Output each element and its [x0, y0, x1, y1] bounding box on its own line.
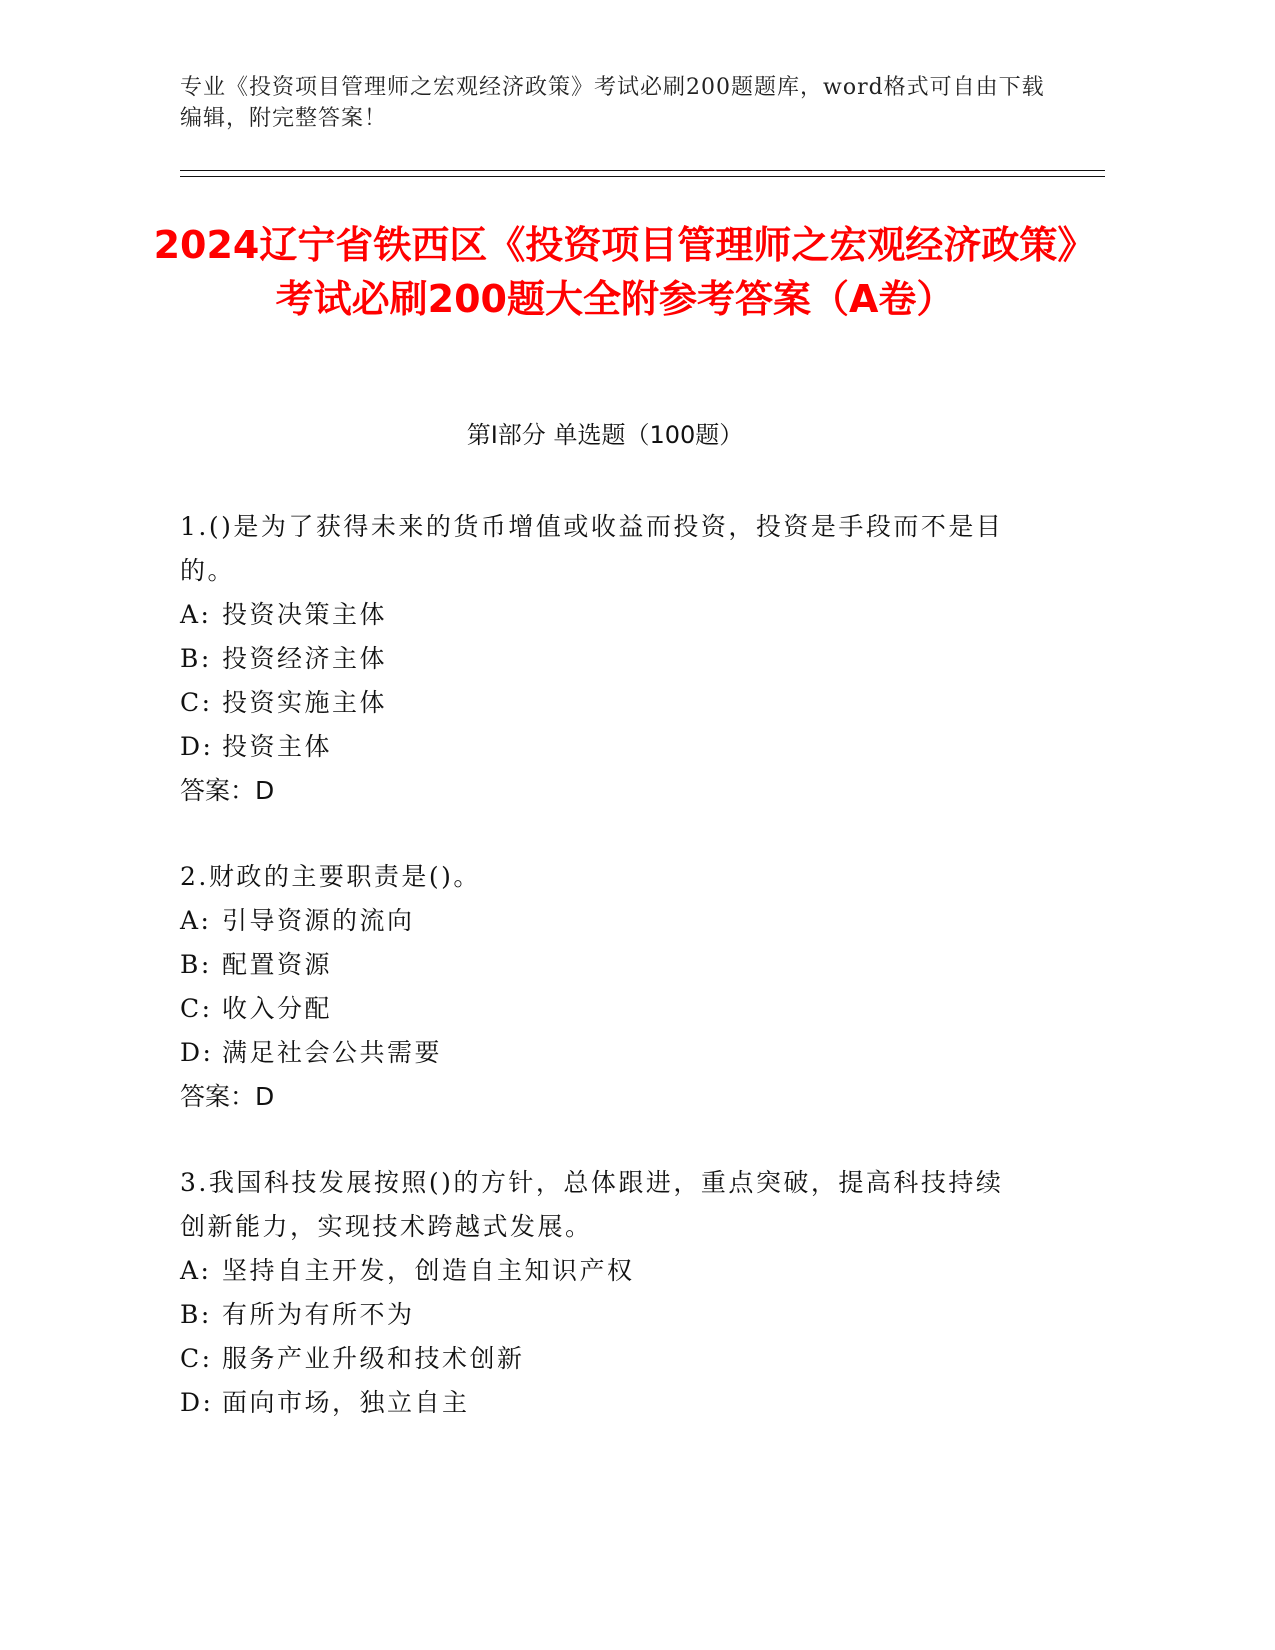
- option-text: 面向市场，独立自主: [222, 1388, 470, 1417]
- answer-line: 答案：D: [180, 776, 275, 805]
- option-d: [180, 1381, 1030, 1425]
- option-d: [180, 725, 1030, 769]
- option-c: [180, 987, 1030, 1031]
- option-text: 有所为有所不为: [222, 1300, 415, 1329]
- question-stem: 2.财政的主要职责是()。: [180, 862, 481, 891]
- section-title: 第Ⅰ部分 单选题（100题）: [466, 421, 744, 449]
- option-text: 坚持自主开发，创造自主知识产权: [222, 1256, 635, 1285]
- option-text: 投资实施主体: [222, 688, 388, 717]
- header-divider-top: [180, 170, 1105, 171]
- question-3: [180, 1161, 1030, 1425]
- option-a: [180, 899, 1030, 943]
- header-divider-bottom: [180, 176, 1105, 177]
- option-d: [180, 1031, 1030, 1075]
- option-text: 满足社会公共需要: [222, 1038, 443, 1067]
- option-letter: C:: [180, 688, 213, 717]
- option-letter: A:: [180, 600, 212, 629]
- document-title: 2024辽宁省铁西区《投资项目管理师之宏观经济政策》考试必刷200题大全附参考答案（A卷）: [153, 223, 1077, 321]
- answer-line: 答案：D: [180, 1082, 275, 1111]
- question-1: [180, 505, 1030, 813]
- option-text: 服务产业升级和技术创新: [222, 1344, 525, 1373]
- question-stem: 3.我国科技发展按照()的方针，总体跟进，重点突破，提高科技持续创新能力，实现技术跨越式发展。: [180, 1168, 1004, 1241]
- option-letter: B:: [180, 950, 212, 979]
- option-text: 投资决策主体: [222, 600, 388, 629]
- option-text: 投资主体: [222, 732, 333, 761]
- option-text: 配置资源: [222, 950, 333, 979]
- option-letter: C:: [180, 994, 213, 1023]
- option-letter: B:: [180, 644, 212, 673]
- option-text: 投资经济主体: [222, 644, 388, 673]
- option-a: [180, 593, 1030, 637]
- option-text: 收入分配: [222, 994, 333, 1023]
- option-c: [180, 681, 1030, 725]
- option-letter: D:: [180, 732, 214, 761]
- option-letter: C:: [180, 1344, 213, 1373]
- option-letter: B:: [180, 1300, 212, 1329]
- option-b: [180, 943, 1030, 987]
- option-text: 引导资源的流向: [222, 906, 415, 935]
- header-note: 专业《投资项目管理师之宏观经济政策》考试必刷200题题库，word格式可自由下载编辑，附完整答案！: [180, 75, 1045, 131]
- option-letter: D:: [180, 1388, 214, 1417]
- option-b: [180, 1293, 1030, 1337]
- question-stem: 1.()是为了获得未来的货币增值或收益而投资，投资是手段而不是目的。: [180, 512, 1004, 585]
- option-letter: A:: [180, 906, 212, 935]
- option-b: [180, 637, 1030, 681]
- question-list: [180, 505, 1030, 1467]
- option-letter: D:: [180, 1038, 214, 1067]
- option-letter: A:: [180, 1256, 212, 1285]
- question-2: [180, 855, 1030, 1119]
- option-c: [180, 1337, 1030, 1381]
- option-a: [180, 1249, 1030, 1293]
